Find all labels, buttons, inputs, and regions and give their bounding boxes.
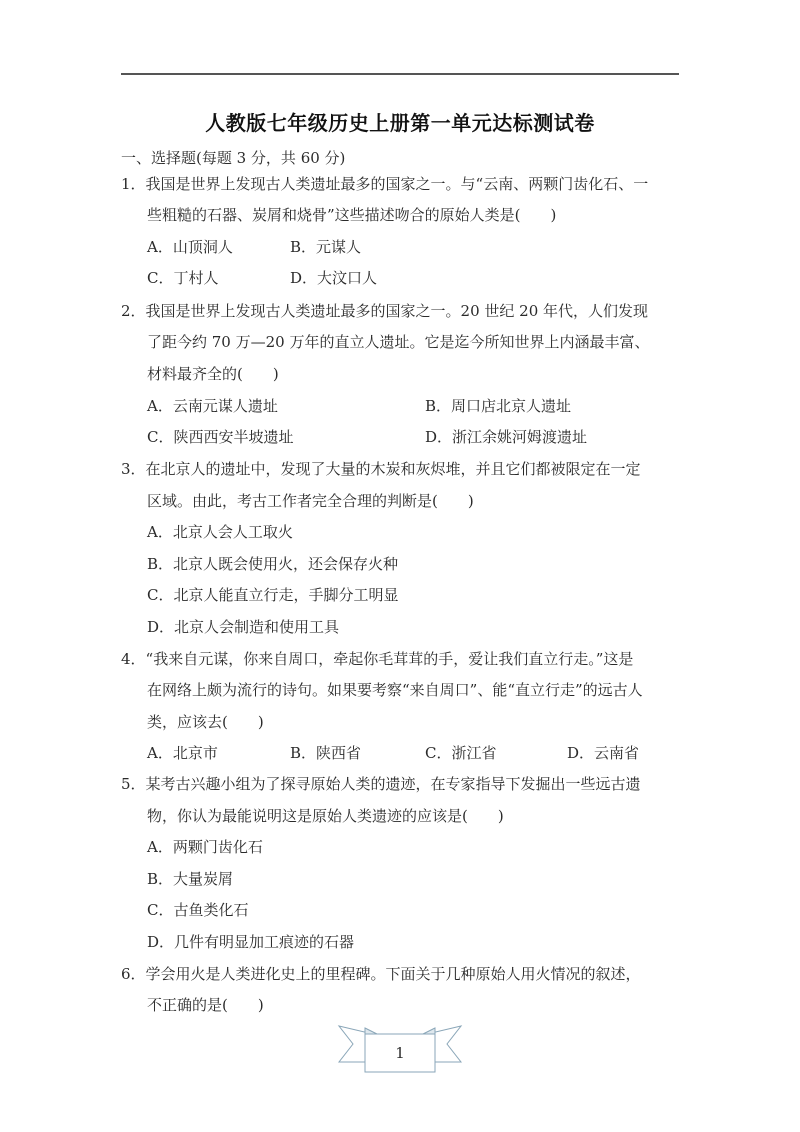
question-5-option-d: D．几件有明显加工痕迹的石器 (147, 933, 355, 951)
question-6-line-1: 6．学会用火是人类进化史上的里程碑。下面关于几种原始人用火情况的叙述， (121, 965, 641, 983)
question-2-option-c: C．陕西西安半坡遗址 (147, 428, 294, 446)
question-3-option-a: A．北京人会人工取火 (147, 523, 293, 541)
question-5-line-1: 5．某考古兴趣小组为了探寻原始人类的遗迹，在专家指导下发掘出一些远古遗 (121, 775, 641, 793)
question-4-line-3: 类，应该去( ) (147, 713, 264, 731)
question-3-line-1: 3．在北京人的遗址中，发现了大量的木炭和灰烬堆，并且它们都被限定在一定 (121, 460, 641, 478)
header-rule (121, 73, 679, 75)
question-1-option-d: D．大汶口人 (290, 269, 378, 287)
question-5-line-2: 物，你认为最能说明这是原始人类遗迹的应该是( ) (147, 807, 504, 825)
page-title: 人教版七年级历史上册第一单元达标测试卷 (205, 111, 595, 135)
question-4-line-2: 在网络上颇为流行的诗句。如果要考察“来自周口”、能“直立行走”的远古人 (147, 681, 643, 699)
question-4-option-c: C．浙江省 (425, 744, 497, 762)
section-heading: 一、选择题(每题 3 分，共 60 分) (121, 149, 346, 167)
question-2-line-2: 了距今约 70 万—20 万年的直立人遗址。它是迄今所知世界上内涵最丰富、 (147, 333, 650, 351)
question-6-line-2: 不正确的是( ) (147, 996, 264, 1014)
question-4-line-1: 4．“我来自元谋，你来自周口，牵起你毛茸茸的手，爱让我们直立行走。”这是 (121, 650, 634, 668)
question-3-line-2: 区域。由此，考古工作者完全合理的判断是( ) (147, 492, 474, 510)
question-4-option-b: B．陕西省 (290, 744, 362, 762)
question-1-option-a: A．山顶洞人 (147, 238, 233, 256)
question-4-option-d: D．云南省 (567, 744, 640, 762)
question-1-option-c: C．丁村人 (147, 269, 219, 287)
question-3-option-c: C．北京人能直立行走，手脚分工明显 (147, 586, 399, 604)
question-2-option-a: A．云南元谋人遗址 (147, 397, 278, 415)
question-4-option-a: A．北京市 (147, 744, 218, 762)
question-3-option-d: D．北京人会制造和使用工具 (147, 618, 340, 636)
question-1-line-1: 1．我国是世界上发现古人类遗址最多的国家之一。与“云南、两颗门齿化石、一 (121, 175, 649, 193)
question-5-option-c: C．古鱼类化石 (147, 901, 249, 919)
question-2-line-3: 材料最齐全的( ) (147, 365, 279, 383)
question-3-option-b: B．北京人既会使用火，还会保存火种 (147, 555, 399, 573)
page-number: 1 (395, 1044, 405, 1062)
question-1-line-2: 些粗糙的石器、炭屑和烧骨”这些描述吻合的原始人类是( ) (147, 206, 557, 224)
question-5-option-b: B．大量炭屑 (147, 870, 234, 888)
question-1-option-b: B．元谋人 (290, 238, 362, 256)
question-2-option-d: D．浙江余姚河姆渡遗址 (425, 428, 588, 446)
question-5-option-a: A．两颗门齿化石 (147, 838, 263, 856)
question-2-line-1: 2．我国是世界上发现古人类遗址最多的国家之一。20 世纪 20 年代，人们发现 (121, 302, 649, 320)
question-2-option-b: B．周口店北京人遗址 (425, 397, 572, 415)
